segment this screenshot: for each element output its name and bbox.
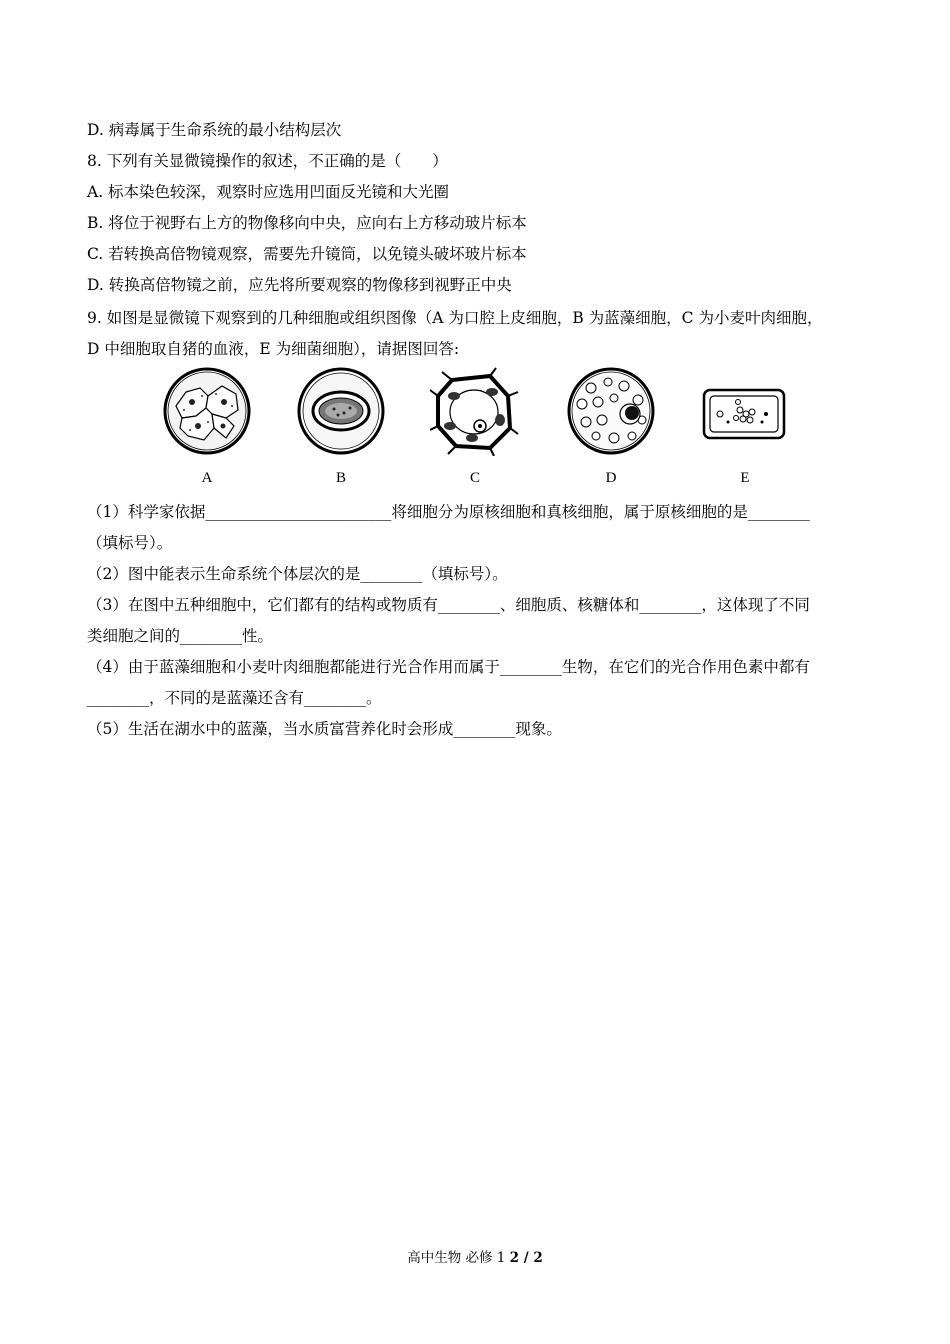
question-9-stem-line-1: 9. 如图是显微镜下观察到的几种细胞或组织图像（A 为口腔上皮细胞，B 为蓝藻细胞，C 为小麦叶肉细胞， — [87, 309, 823, 327]
question-9-stem-line-2: D 中细胞取自猪的血液，E 为细菌细胞），请据图回答: — [87, 340, 460, 358]
figure-d-blood-cells — [566, 366, 656, 456]
figure-label-b: B — [335, 470, 346, 486]
question-9-part-1-line-1: （1）科学家依据________________________将细胞分为原核细胞和真核细胞，属于原核细胞的是________ — [87, 503, 810, 521]
question-9-part-1-line-2: （填标号）。 — [87, 534, 173, 552]
question-9-part-4-line-1: （4）由于蓝藻细胞和小麦叶肉细胞都能进行光合作用而属于________生物，在它们的光合作用色素中都有 — [87, 658, 810, 676]
cell-figures — [0, 366, 950, 496]
footer-subject: 高中生物 必修 1 — [407, 1250, 506, 1266]
question-9-part-3-line-1: （3）在图中五种细胞中，它们都有的结构或物质有________、细胞质、核糖体和________，这体现了不同 — [87, 596, 810, 614]
figure-label-c: C — [469, 470, 480, 486]
question-9-part-4-line-2: ________，不同的是蓝藻还含有________。 — [87, 689, 382, 707]
figure-c-mesophyll — [430, 366, 520, 456]
figure-b-cyanobacterium — [296, 366, 386, 456]
footer-page-number: 2 / 2 — [509, 1250, 543, 1266]
figure-label-a: A — [201, 470, 213, 486]
question-7-option-d: D. 病毒属于生命系统的最小结构层次 — [87, 121, 342, 139]
question-8-option-d: D. 转换高倍物镜之前，应先将所要观察的物像移到视野正中央 — [87, 276, 512, 294]
question-8-option-a: A. 标本染色较深，观察时应选用凹面反光镜和大光圈 — [87, 183, 450, 201]
question-9-part-3-line-2: 类细胞之间的________性。 — [87, 627, 274, 645]
figure-e-bacterium — [700, 366, 790, 456]
question-9-part-5: （5）生活在湖水中的蓝藻，当水质富营养化时会形成________现象。 — [87, 720, 562, 738]
question-8-option-b: B. 将位于视野右上方的物像移向中央，应向右上方移动玻片标本 — [87, 214, 527, 232]
figure-label-d: D — [605, 470, 617, 486]
question-8-stem: 8. 下列有关显微镜操作的叙述，不正确的是（ ） — [87, 152, 448, 170]
question-9-part-2: （2）图中能表示生命系统个体层次的是________（填标号）。 — [87, 565, 508, 583]
page-footer — [0, 1246, 950, 1266]
figure-label-e: E — [740, 470, 750, 486]
question-8-option-c: C. 若转换高倍物镜观察，需要先升镜筒，以免镜头破坏玻片标本 — [87, 245, 527, 263]
figure-a-oral-epithelial — [162, 366, 252, 456]
